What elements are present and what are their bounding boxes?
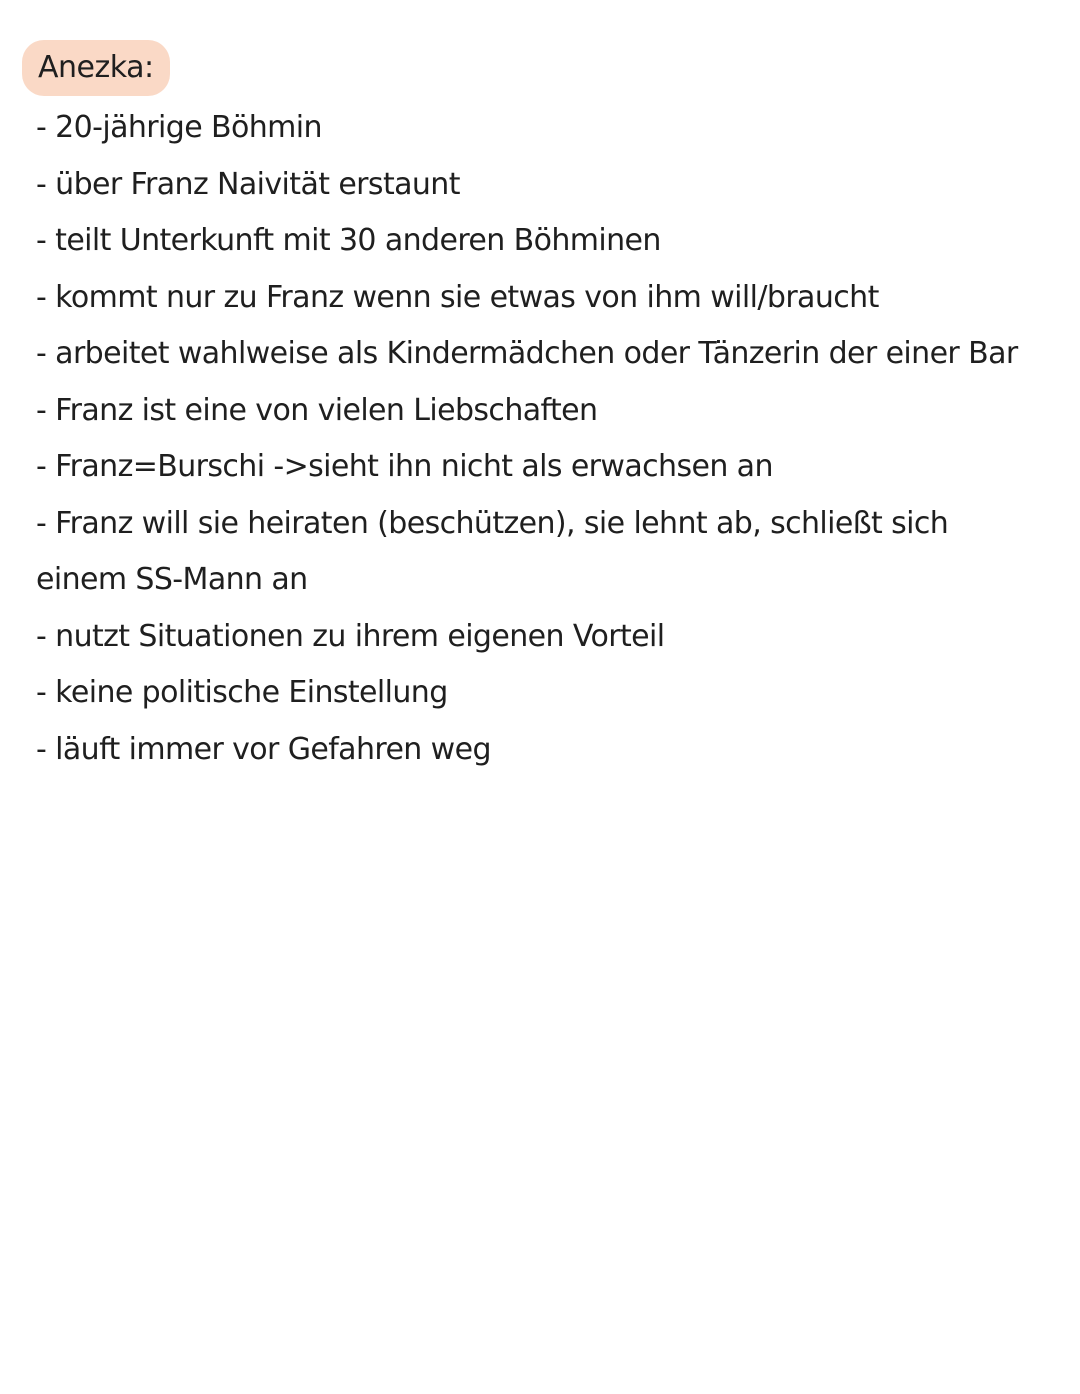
list-item: - Franz=Burschi ->sieht ihn nicht als erwachsen an: [36, 449, 773, 484]
list-item: - keine politische Einstellung: [36, 675, 448, 710]
list-item: - teilt Unterkunft mit 30 anderen Böhminen: [36, 223, 661, 258]
list-item: - läuft immer vor Gefahren weg: [36, 731, 491, 767]
list-item: - kommt nur zu Franz wenn sie etwas von ihm will/braucht: [36, 279, 879, 315]
list-item: - über Franz Naivität erstaunt: [36, 166, 460, 202]
list-item: - Franz ist eine von vielen Liebschaften: [36, 392, 598, 428]
list-item: - arbeitet wahlweise als Kindermädchen oder Tänzerin der einer Bar: [36, 336, 1018, 371]
list-item: - nutzt Situationen zu ihrem eigenen Vorteil: [36, 618, 665, 654]
note-heading: Anezka:: [22, 40, 170, 96]
note-list: [36, 100, 1046, 778]
handwritten-note: [36, 40, 1046, 778]
list-item: - 20-jährige Böhmin: [36, 110, 322, 145]
list-item: - Franz will sie heiraten (beschützen), sie lehnt ab, schließt sich einem SS-Mann an: [36, 505, 949, 597]
